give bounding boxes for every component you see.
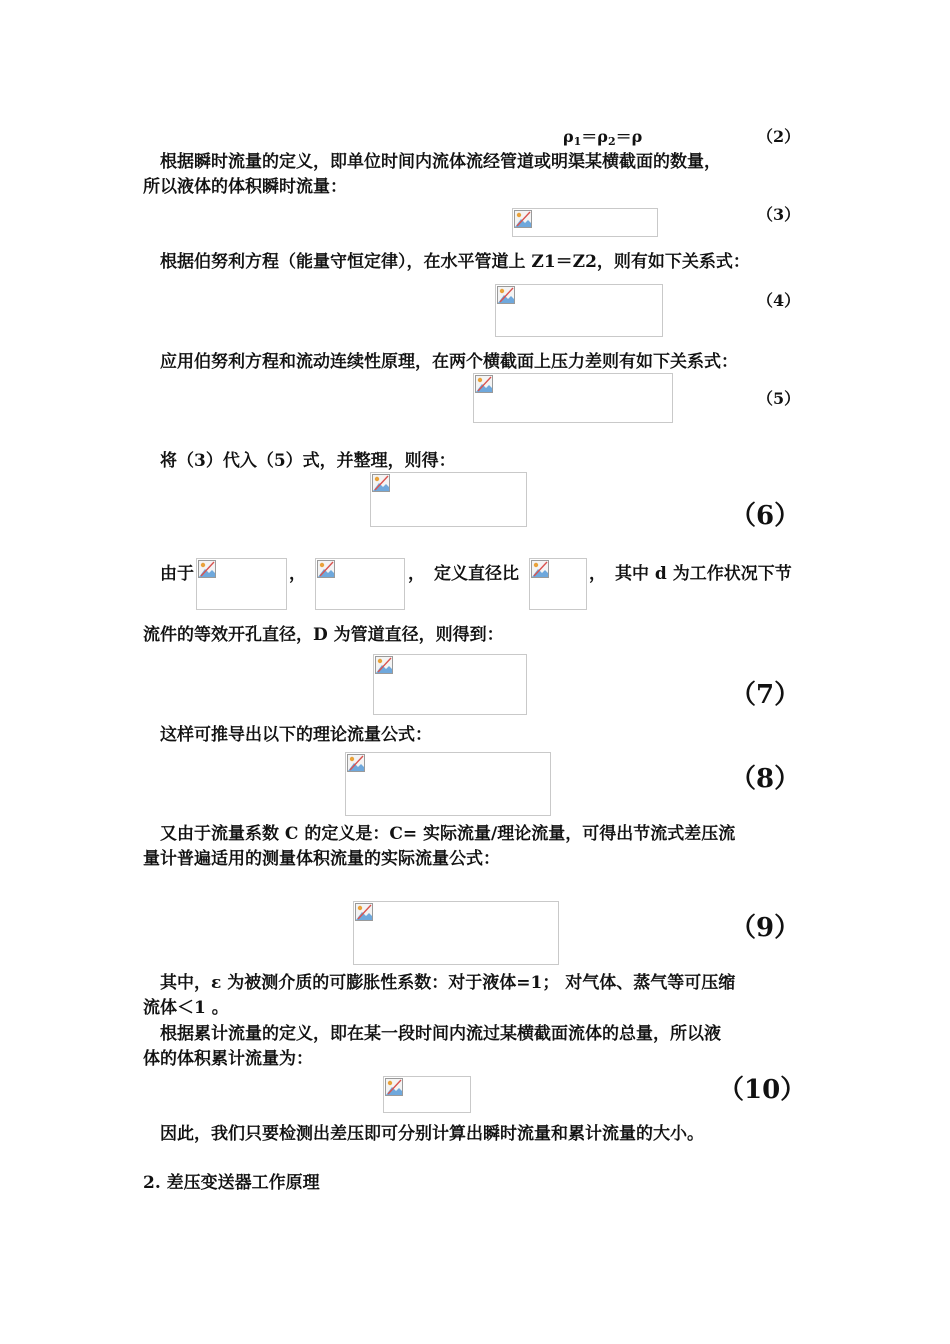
equation-number-8: （8） xyxy=(730,764,801,794)
paragraph-seg: 其中 d 为工作状况下节 xyxy=(615,564,792,584)
eq2-rho1: ρ xyxy=(563,127,574,146)
paragraph-line: 将（3）代入（5）式，并整理，则得： xyxy=(160,451,456,471)
broken-image-icon xyxy=(514,210,532,228)
paragraph-line: 又由于流量系数 C 的定义是：C= 实际流量/理论流量，可得出节流式差压流 xyxy=(160,824,736,844)
paragraph-seg: 由于 xyxy=(160,564,194,584)
paragraph-seg: ， xyxy=(289,564,306,584)
formula-image-4 xyxy=(495,284,663,337)
paragraph-line: 应用伯努利方程和流动连续性原理，在两个横截面上压力差则有如下关系式： xyxy=(160,352,738,372)
paragraph-seg: ， xyxy=(408,564,425,584)
formula-image-inline-2 xyxy=(315,558,405,610)
section-title: 2. 差压变送器工作原理 xyxy=(143,1173,320,1193)
paragraph-line: 其中，ε 为被测介质的可膨胀性系数：对于液体=1； 对气体、蒸气等可压缩 xyxy=(160,973,736,993)
broken-image-icon xyxy=(347,754,365,772)
paragraph-line: 流体＜1 。 xyxy=(143,998,229,1018)
broken-image-icon xyxy=(497,286,515,304)
eq2-sub1: 1 xyxy=(573,135,582,148)
eq2-eq-b: ＝ρ xyxy=(615,127,643,146)
paragraph-seg: ， xyxy=(589,564,606,584)
paragraph-seg: 定义直径比 xyxy=(434,564,519,584)
equation-number-6: （6） xyxy=(730,501,801,531)
eq2-sub2: 2 xyxy=(607,135,616,148)
broken-image-icon xyxy=(198,560,216,578)
equation-number-10: （10） xyxy=(718,1075,807,1105)
equation-number-2: （2） xyxy=(757,127,801,146)
paragraph-line: 因此，我们只要检测出差压即可分别计算出瞬时流量和累计流量的大小。 xyxy=(160,1124,704,1144)
formula-image-6 xyxy=(370,472,527,527)
broken-image-icon xyxy=(475,375,493,393)
paragraph-line: 根据伯努利方程（能量守恒定律），在水平管道上 Z1＝Z2，则有如下关系式： xyxy=(160,252,750,272)
paragraph-line: 根据累计流量的定义，即在某一段时间内流过某横截面流体的总量，所以液 xyxy=(160,1024,721,1044)
equation-number-9: （9） xyxy=(730,913,801,943)
paragraph-line: 这样可推导出以下的理论流量公式： xyxy=(160,725,432,745)
equation-number-4: （4） xyxy=(757,291,801,310)
paragraph-line: 体的体积累计流量为： xyxy=(143,1049,313,1069)
formula-image-7 xyxy=(373,654,527,715)
equation-number-5: （5） xyxy=(757,389,801,408)
formula-image-5 xyxy=(473,373,673,423)
broken-image-icon xyxy=(372,474,390,492)
formula-image-inline-3 xyxy=(529,558,587,610)
paragraph-line: 所以液体的体积瞬时流量： xyxy=(143,177,347,197)
equation-number-3: （3） xyxy=(757,205,801,224)
paragraph-line: 根据瞬时流量的定义，即单位时间内流体流经管道或明渠某横截面的数量， xyxy=(160,152,721,172)
formula-image-inline-1 xyxy=(196,558,287,610)
formula-image-9 xyxy=(353,901,559,965)
formula-image-8 xyxy=(345,752,551,816)
broken-image-icon xyxy=(375,656,393,674)
broken-image-icon xyxy=(317,560,335,578)
equation-number-7: （7） xyxy=(730,680,801,710)
paragraph-line: 量计普遍适用的测量体积流量的实际流量公式： xyxy=(143,849,500,869)
broken-image-icon xyxy=(531,560,549,578)
paragraph-line: 流件的等效开孔直径，D 为管道直径，则得到： xyxy=(143,625,504,645)
formula-image-3 xyxy=(512,208,658,237)
formula-image-10 xyxy=(383,1076,471,1113)
broken-image-icon xyxy=(355,903,373,921)
broken-image-icon xyxy=(385,1078,403,1096)
eq2-eq-a: ＝ρ xyxy=(581,127,608,146)
